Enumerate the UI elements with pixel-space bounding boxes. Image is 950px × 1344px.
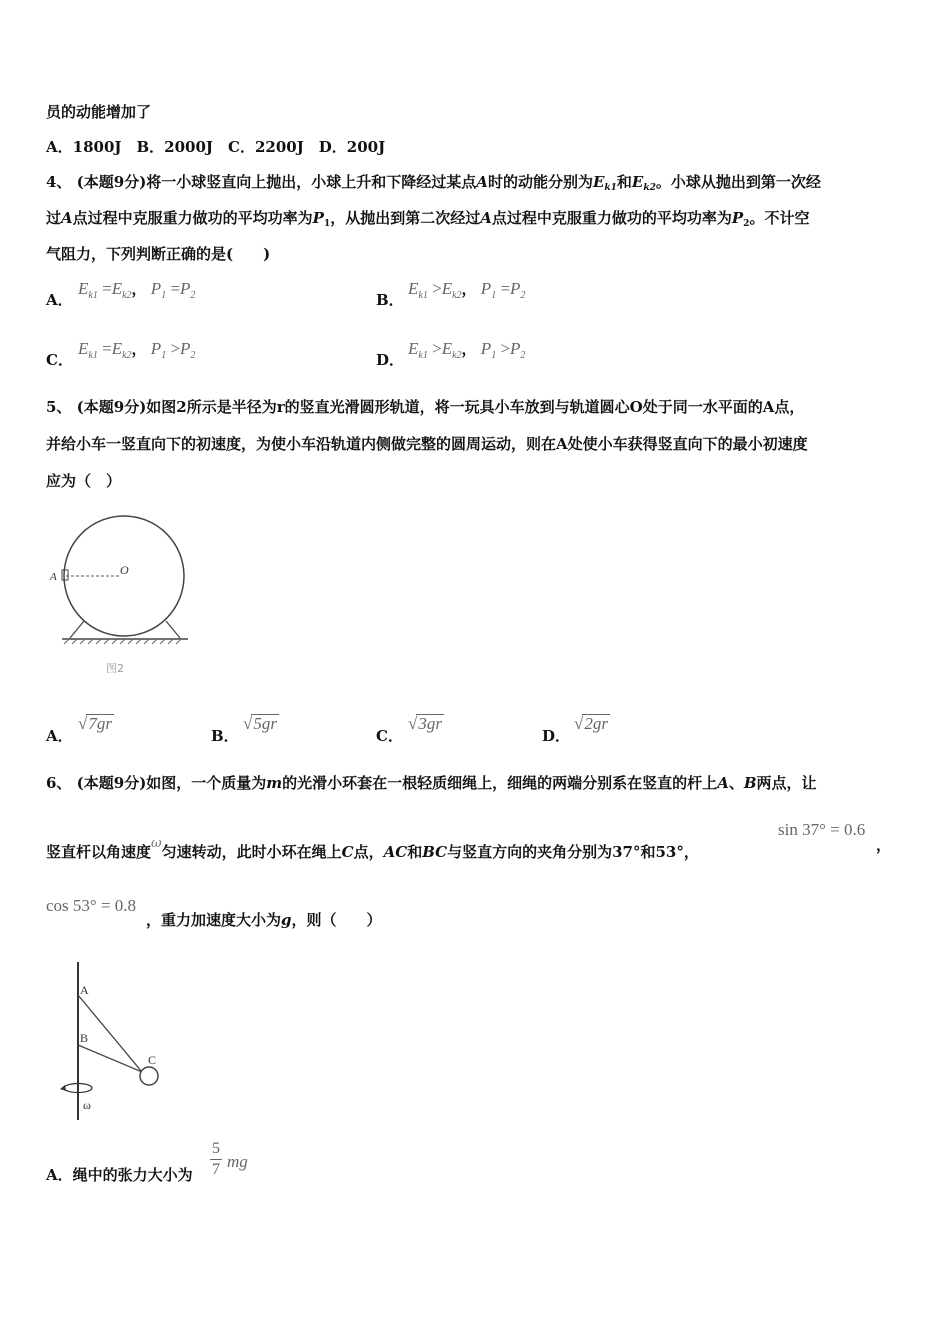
label-omega: ω — [83, 1098, 91, 1112]
q4-option-expression: $E_{k1} =E_{k2}$， $P_1 >P_2$ — [78, 339, 196, 361]
q6-stem-line2: 竖直杆以角速度ω匀速转动，此时小环在绳上C点，AC和BC与竖直方向的夹角分别为37°和53°， — [46, 836, 699, 861]
q5-option-sqrt: √2gr — [574, 714, 608, 733]
rotation-arrowhead — [60, 1085, 66, 1091]
q5-stem-line2: 并给小车一竖直向下的初速度，为使小车沿轨道内侧做完整的圆周运动，则在A处使小车获得竖直向下的最小初速度 — [46, 435, 808, 453]
label-A: A — [80, 983, 89, 997]
rotating-rod-figure — [50, 960, 170, 1125]
rope-BC — [78, 1045, 142, 1072]
q5-option-label: B． — [211, 727, 239, 745]
q4-option-label: B． — [376, 291, 404, 309]
q4-stem-line2: 过A点过程中克服重力做功的平均功率为$P_1$，从抛出到第二次经过A点过程中克服重力做功的平均功率为$P_2$。不计空 — [46, 209, 810, 229]
q6-stem-line3: ，重力加速度大小为g，则（ ） — [146, 911, 382, 929]
q4-option-label: C． — [46, 351, 73, 369]
toy-car — [62, 570, 68, 580]
q4-option-label: A． — [46, 291, 73, 309]
q5-stem-line1: 5、 (本题9分)如图2所示是半径为r的竖直光滑圆形轨道，将一玩具小车放到与轨道圆心O处于同一水平面的A点， — [46, 398, 805, 416]
q4-option-label: D． — [376, 351, 405, 369]
label-O: O — [120, 563, 129, 577]
q5-option-label: A． — [46, 727, 73, 745]
q5-option-sqrt: √5gr — [243, 714, 277, 733]
support-left — [70, 621, 84, 638]
comma: ， — [876, 838, 892, 854]
q4-option-expression: $E_{k1} >E_{k2}$， $P_1 >P_2$ — [408, 339, 526, 361]
q4-stem-line1: 4、 (本题9分)将一小球竖直向上抛出，小球上升和下降经过某点A时的动能分别为$E_{k1}$和$E_{k2}$。小球从抛出到第一次经 — [46, 173, 821, 193]
mg-term: mg — [227, 1152, 248, 1171]
label-C: C — [148, 1053, 157, 1067]
fraction-5-7: 5 7 — [212, 1140, 220, 1178]
q5-option-sqrt: √7gr — [78, 714, 112, 733]
figure-caption: 图2 — [106, 662, 124, 675]
q6-option-A: A．绳中的张力大小为 — [46, 1166, 193, 1184]
q4-option-expression: $E_{k1} =E_{k2}$， $P_1 =P_2$ — [78, 279, 196, 301]
label-A: A — [50, 571, 57, 583]
circular-track-figure — [44, 508, 204, 683]
q4-stem-line3: 气阻力，下列判断正确的是( ) — [46, 245, 271, 263]
sin37-expression: sin 37° = 0.6 — [778, 820, 866, 839]
cos53-expression: cos 53° = 0.8 — [46, 896, 137, 915]
q5-stem-line3: 应为（ ） — [46, 472, 122, 490]
q5-option-sqrt: √3gr — [408, 714, 442, 733]
support-right — [166, 621, 180, 638]
q3-options: A．1800J B．2000J C．2200J D．200J — [46, 138, 386, 156]
q6-stem-line1: 6、 (本题9分)如图，一个质量为m的光滑小环套在一根轻质细绳上，细绳的两端分别系在竖直的杆上A、B两点，让 — [46, 774, 817, 792]
q5-option-label: C． — [376, 727, 403, 745]
text-line: 员的动能增加了 — [46, 103, 152, 121]
q4-option-expression: $E_{k1} >E_{k2}$， $P_1 =P_2$ — [408, 279, 526, 301]
q5-option-label: D． — [542, 727, 571, 745]
ring-C — [140, 1067, 158, 1085]
label-B: B — [80, 1031, 89, 1045]
